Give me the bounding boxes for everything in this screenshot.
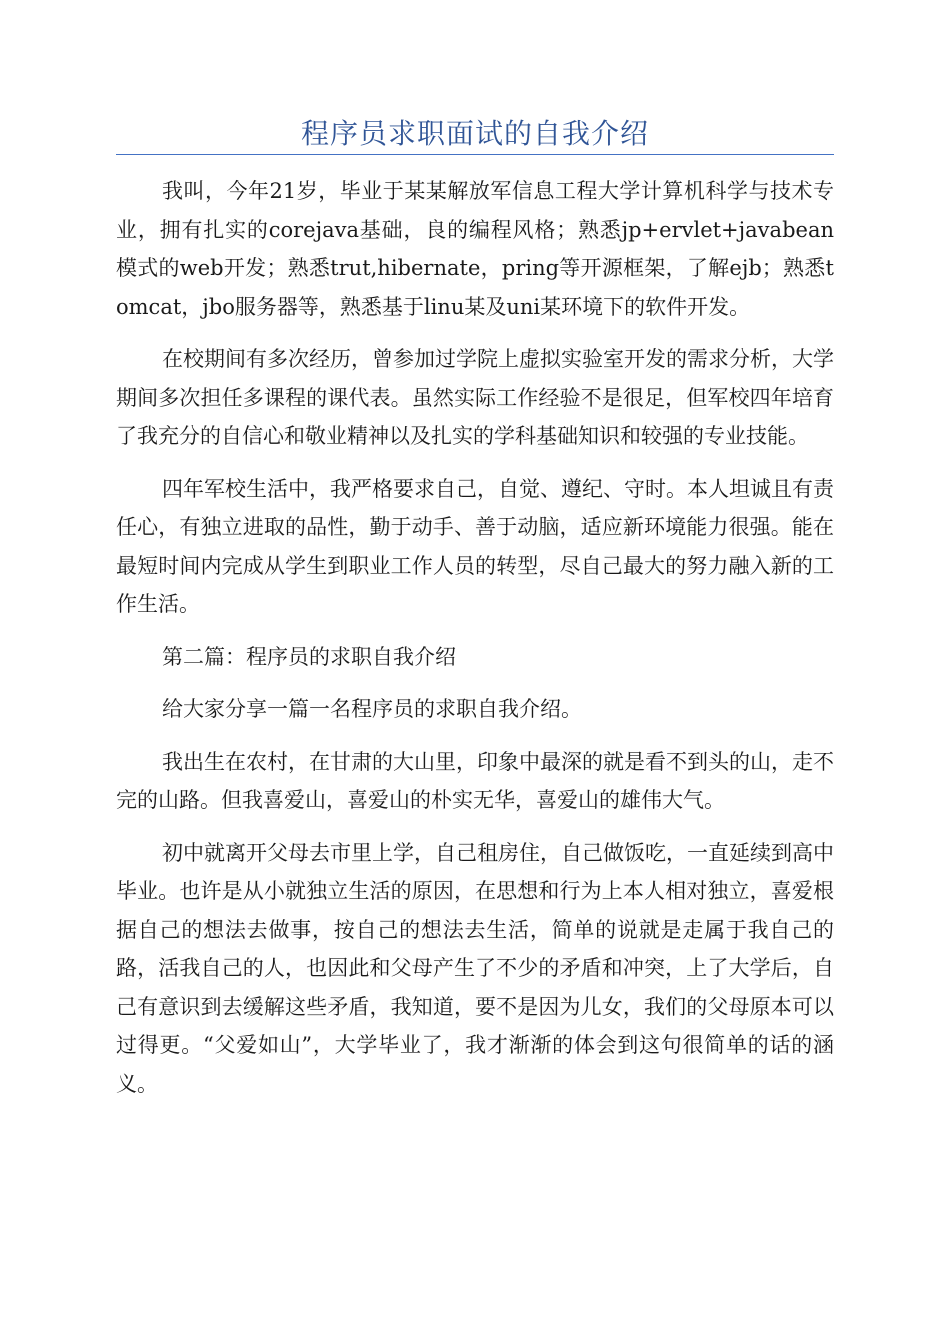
paragraph-military-school-life: 四年军校生活中，我严格要求自己，自觉、遵纪、守时。本人坦诚且有责任心，有独立进取的品性，勤于动手、善于动脑，适应新环境能力很强。能在最短时间内完成从学生到职业工作人员的转型，尽自己最大的努力融入新的工作生活。 — [116, 476, 834, 616]
paragraph-independence: 初中就离开父母去市里上学，自己租房住，自己做饭吃，一直延续到高中毕业。也许是从小就独立生活的原因，在思想和行为上本人相对独立，喜爱根据自己的想法去做事，按自己的想法去生活，简单的说就是走属于我自己的路，活我自己的人，也因此和父母产生了不少的矛盾和冲突，上了大学后，自己有意识到去缓解这些矛盾，我知道，要不是因为儿女，我们的父母原本可以过得更。“父爱如山”，大学毕业了，我才渐渐的体会到这句很简单的话的涵义。 — [116, 840, 834, 1096]
document-title: 程序员求职面试的自我介绍 — [300, 117, 649, 150]
paragraph-school-experience: 在校期间有多次经历，曾参加过学院上虚拟实验室开发的需求分析，大学期间多次担任多课程的课代表。虽然实际工作经验不是很足，但军校四年培育了我充分的自信心和敬业精神以及扎实的学科基础知识和较强的专业技能。 — [116, 347, 834, 448]
document-body — [116, 172, 834, 1117]
title-underline — [116, 154, 834, 155]
paragraph-intro: 我叫，今年21岁，毕业于某某解放军信息工程大学计算机科学与技术专业，拥有扎实的corejava基础，良的编程风格；熟悉jp+ervlet+javabean模式的web开发；熟悉trut,hibernate，pring等开源框架，了解ejb；熟悉tomcat，jbo服务器等，熟悉基于linu某及uni某环境下的软件开发。 — [116, 179, 834, 319]
paragraph-share-intro: 给大家分享一篇一名程序员的求职自我介绍。 — [162, 697, 582, 721]
section-heading-second: 第二篇：程序员的求职自我介绍 — [162, 644, 456, 669]
paragraph-birthplace: 我出生在农村，在甘肃的大山里，印象中最深的就是看不到头的山，走不完的山路。但我喜爱山，喜爱山的朴实无华，喜爱山的雄伟大气。 — [116, 749, 834, 812]
